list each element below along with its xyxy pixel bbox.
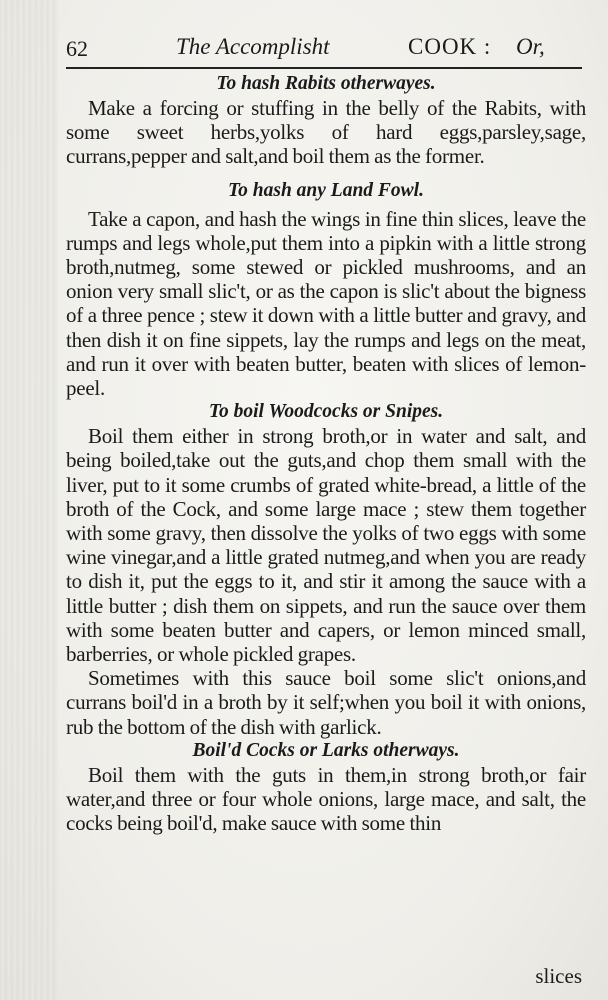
recipe-paragraph: Take a capon, and hash the wings in fine thin slices, leave the rumps and legs whole,put them into a pipkin with a little strong broth,nutmeg, some stewed or pickled mushrooms, and an onion very small slic't, or as the capon is slic't about the bigness of a three pence ; stew it down with a little butter and gravy, and then dish it on fine sippets, lay the rumps and legs on the meat, and run it over with beaten butter, beaten with slices of lemon-peel. [66, 206, 586, 401]
page-body [66, 72, 586, 835]
recipe-heading: Boil'd Cocks or Larks otherways. [192, 739, 460, 761]
page-gutter-shadow [0, 0, 58, 1000]
running-title-separator: : [483, 34, 492, 59]
catchword: slices [535, 964, 582, 988]
running-header [66, 30, 586, 64]
running-title-tail: Or, [516, 34, 545, 59]
running-title-caps: COOK : [408, 34, 492, 59]
header-rule [66, 67, 582, 69]
page-number: 62 [66, 36, 88, 61]
recipe-heading: To boil Woodcocks or Snipes. [208, 401, 444, 423]
recipe-paragraph: Sometimes with this sauce boil some slic't onions,and currans boil'd in a broth by it self;when you boil it with onions, rub the bottom of the dish with garlick. [66, 666, 586, 739]
recipe-heading: To hash any Land Fowl. [228, 179, 424, 201]
recipe-paragraph: Make a forcing or stuffing in the belly of the Rabits, with some sweet herbs,yolks of hard eggs,parsley,sage, currans,pepper and salt,and boil them as the former. [66, 96, 586, 169]
recipe-paragraph: Boil them either in strong broth,or in water and salt, and being boiled,take out the guts,and chop them small with the liver, put to it some crumbs of grated white-bread, a little of the broth of the Cock, and some large mace ; stew them together with some gravy, then dissolve the yolks of two eggs with some wine vinegar,and a little grated nutmeg,and when you are ready to dish it, put the eggs to it, and stir it among the sauce with a little butter ; dish them on sippets, and run the sauce over them with some beaten butter and capers, or lemon minced small, barberries, or whole pickled grapes. [66, 424, 586, 667]
running-title-italic: The Accomplisht [176, 34, 330, 59]
recipe-paragraph: Boil them with the guts in them,in strong broth,or fair water,and three or four whole onions, large mace, and salt, the cocks being boil'd, make sauce with some thin [66, 762, 586, 836]
recipe-heading: To hash Rabits otherwayes. [216, 73, 436, 94]
